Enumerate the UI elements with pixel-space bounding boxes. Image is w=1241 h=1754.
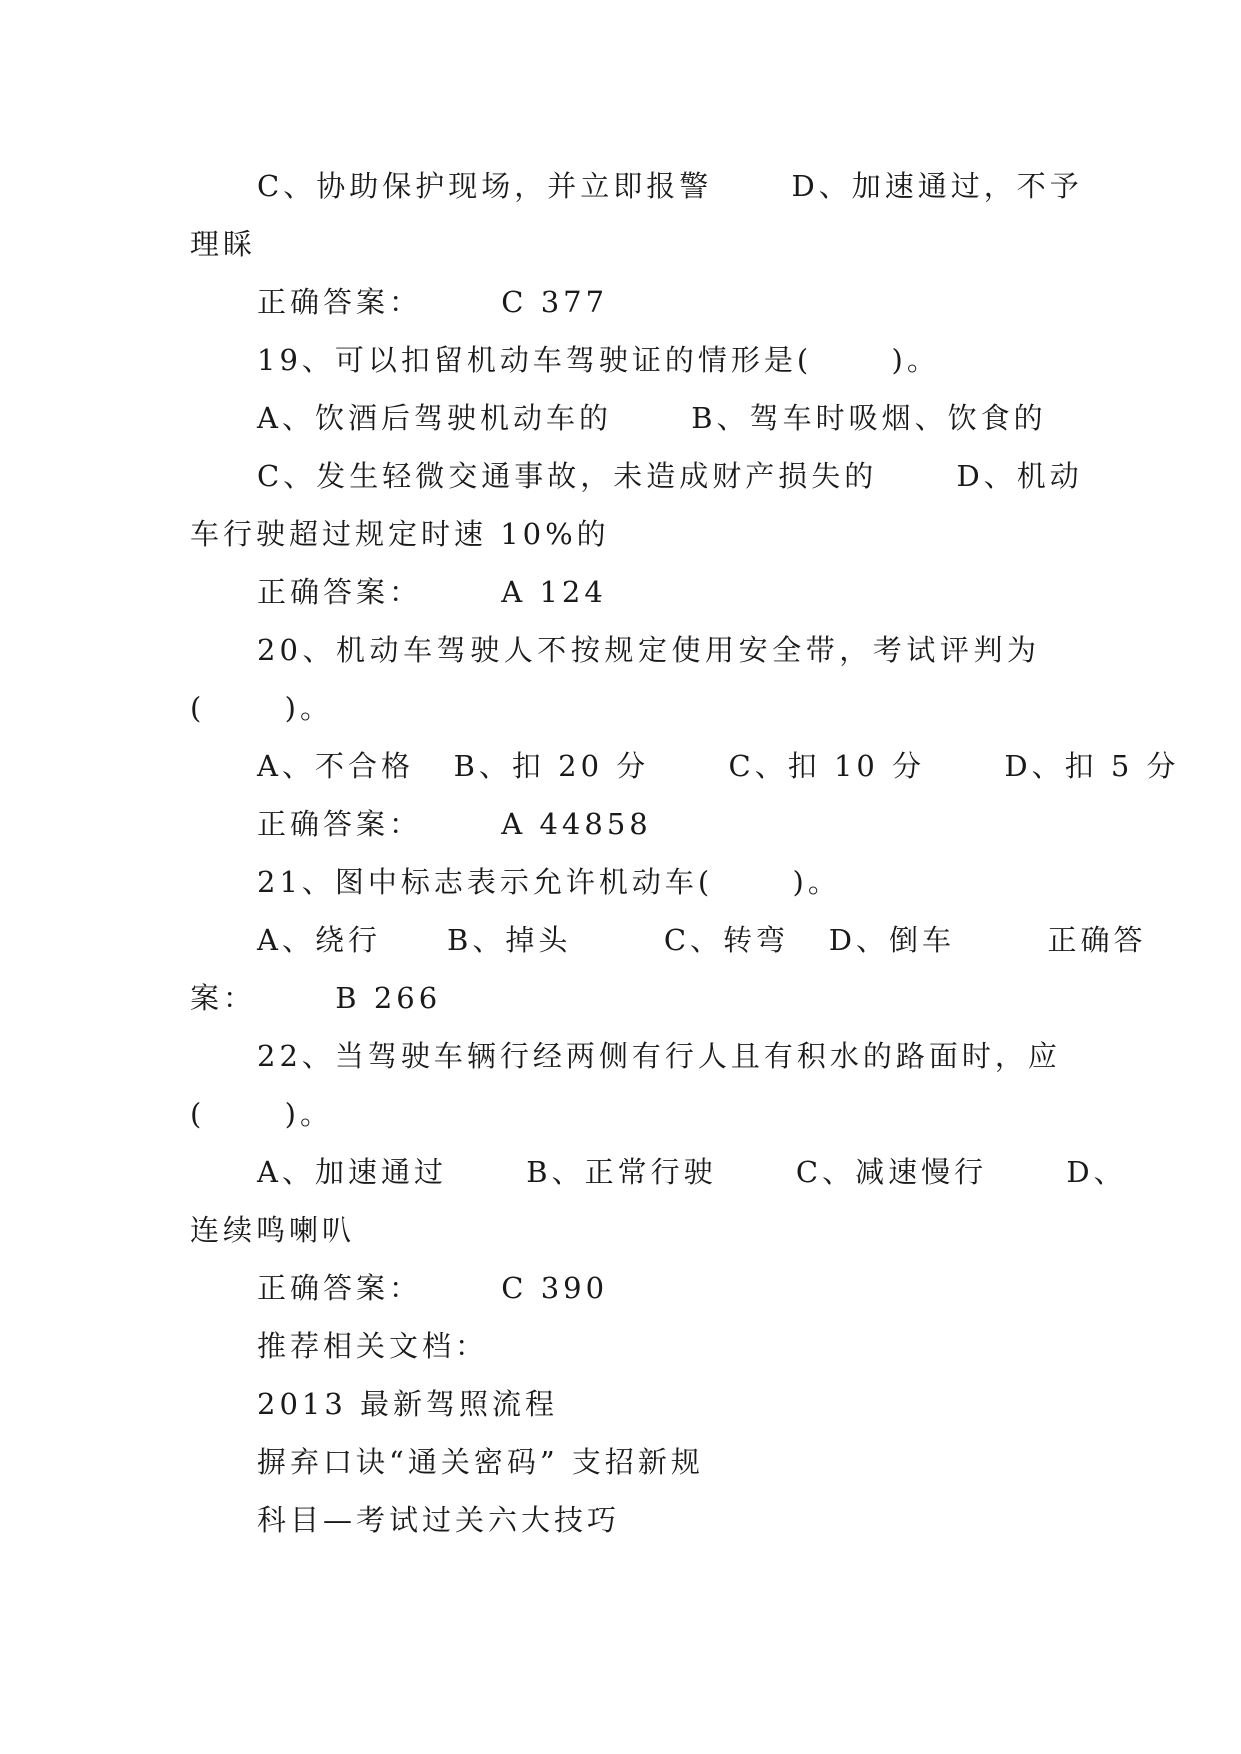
question-19-option-ab: A、饮酒后驾驶机动车的 B、驾车时吸烟、饮食的 <box>257 401 1047 435</box>
question-21-answer: 案： B 266 <box>190 981 442 1015</box>
question-21-options: A、绕行 B、掉头 C、转弯 D、倒车 正确答 <box>257 923 1147 957</box>
question-21-stem: 21、图中标志表示允许机动车( )。 <box>257 865 841 899</box>
question-20-stem-cont: ( )。 <box>190 691 333 725</box>
question-22-options: A、加速通过 B、正常行驶 C、减速慢行 D、 <box>257 1155 1127 1189</box>
related-doc-link[interactable]: 摒弃口诀“通关密码” 支招新规 <box>257 1445 704 1479</box>
question-20-answer: 正确答案： A 44858 <box>257 807 652 841</box>
question-18-option-d-cont: 理睬 <box>190 227 257 261</box>
question-20-options: A、不合格 B、扣 20 分 C、扣 10 分 D、扣 5 分 <box>257 749 1180 783</box>
question-22-answer: 正确答案： C 390 <box>257 1271 609 1305</box>
question-22-stem-cont: ( )。 <box>190 1097 333 1131</box>
related-docs-heading: 推荐相关文档： <box>257 1329 489 1363</box>
question-19-answer: 正确答案： A 124 <box>257 575 607 609</box>
question-22-stem: 22、当驾驶车辆行经两侧有行人且有积水的路面时，应 <box>257 1039 1061 1073</box>
question-22-option-d-cont: 连续鸣喇叭 <box>190 1213 356 1247</box>
question-19-stem: 19、可以扣留机动车驾驶证的情形是( )。 <box>257 343 940 377</box>
question-18-option-cd: C、协助保护现场，并立即报警 D、加速通过，不予 <box>257 169 1083 203</box>
question-19-option-cd: C、发生轻微交通事故，未造成财产损失的 D、机动 <box>257 459 1083 493</box>
question-18-answer: 正确答案： C 377 <box>257 285 609 319</box>
related-doc-link[interactable]: 2013 最新驾照流程 <box>257 1387 559 1421</box>
question-20-stem: 20、机动车驾驶人不按规定使用安全带，考试评判为 <box>257 633 1040 667</box>
question-19-option-d-cont: 车行驶超过规定时速 10%的 <box>190 517 610 551</box>
related-doc-link[interactable]: 科目—考试过关六大技巧 <box>257 1503 621 1537</box>
